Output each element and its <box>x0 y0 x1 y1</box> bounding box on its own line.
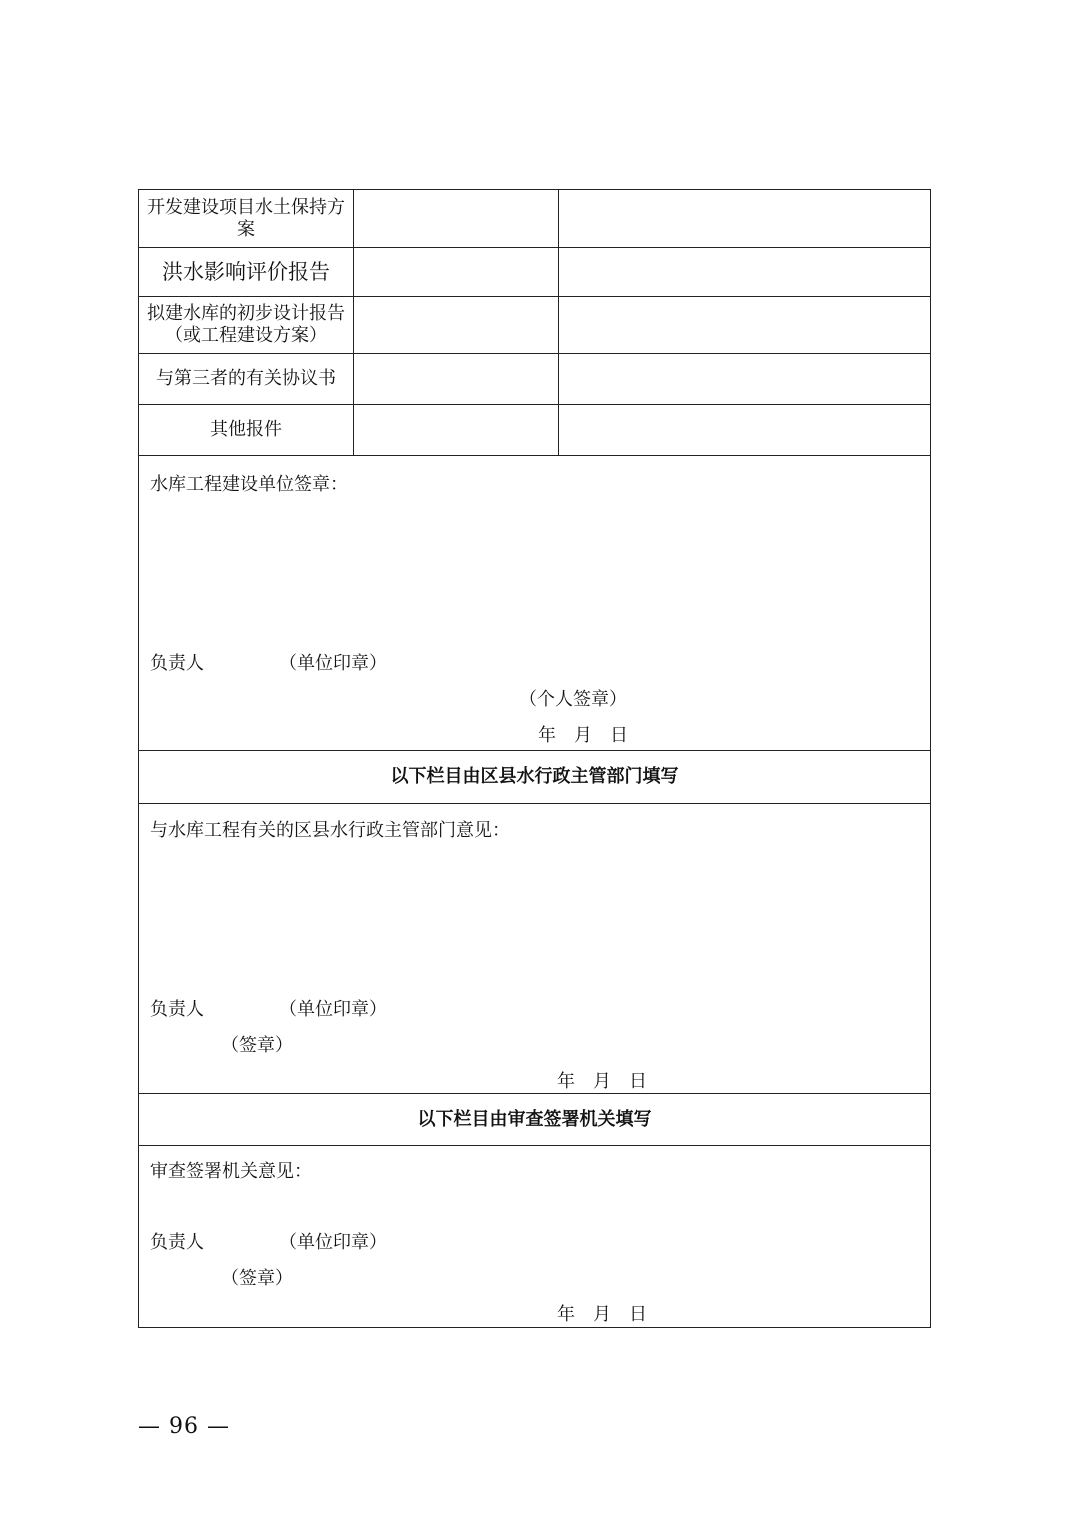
county-section-row <box>139 804 931 1094</box>
county-opinion-block[interactable] <box>139 804 931 1094</box>
review-section-header: 以下栏目由审查签署机关填写 <box>139 1094 931 1146</box>
attachment-label-soil-conservation: 开发建设项目水土保持方案 <box>139 190 354 248</box>
attachment-cell[interactable] <box>354 248 559 297</box>
review-section-row <box>139 1146 931 1328</box>
attachment-cell[interactable] <box>559 297 931 354</box>
attachment-cell[interactable] <box>354 297 559 354</box>
attachment-row <box>139 405 931 456</box>
attachment-row <box>139 248 931 297</box>
attachment-cell[interactable] <box>559 354 931 405</box>
page-number: — 96 — <box>138 1414 230 1439</box>
attachment-label-third-party-agreement: 与第三者的有关协议书 <box>139 354 354 405</box>
attachment-cell[interactable] <box>559 405 931 456</box>
attachment-label-flood-impact: 洪水影响评价报告 <box>139 248 354 297</box>
review-section-title: 审查签署机关意见： <box>150 1161 312 1182</box>
county-signature-label: （签章） <box>221 1035 293 1056</box>
county-section-title: 与水库工程有关的区县水行政主管部门意见： <box>150 820 510 841</box>
attachment-row <box>139 190 931 248</box>
attachment-label-preliminary-design: 拟建水库的初步设计报告（或工程建设方案） <box>139 297 354 354</box>
review-date-label: 年 月 日 <box>557 1304 647 1325</box>
attachment-cell[interactable] <box>559 190 931 248</box>
builder-unit-seal-label: （单位印章） <box>279 653 387 674</box>
county-unit-seal-label: （单位印章） <box>279 999 387 1020</box>
county-header-row <box>139 751 931 804</box>
county-section-header: 以下栏目由区县水行政主管部门填写 <box>139 751 931 804</box>
attachment-cell[interactable] <box>354 405 559 456</box>
county-date-label: 年 月 日 <box>557 1071 647 1092</box>
attachment-row <box>139 297 931 354</box>
review-header-row <box>139 1094 931 1146</box>
application-form-table <box>138 189 931 1328</box>
builder-signature-block[interactable] <box>139 456 931 751</box>
attachment-cell[interactable] <box>354 354 559 405</box>
attachment-row <box>139 354 931 405</box>
builder-section-row <box>139 456 931 751</box>
review-opinion-block[interactable] <box>139 1146 931 1328</box>
builder-personal-seal-label: （个人签章） <box>519 689 627 710</box>
builder-date-label: 年 月 日 <box>538 725 628 746</box>
county-responsible-label: 负责人 <box>150 999 204 1020</box>
review-unit-seal-label: （单位印章） <box>279 1232 387 1253</box>
attachment-cell[interactable] <box>354 190 559 248</box>
attachment-label-other: 其他报件 <box>139 405 354 456</box>
builder-responsible-label: 负责人 <box>150 653 204 674</box>
builder-section-title: 水库工程建设单位签章： <box>150 474 348 495</box>
review-signature-label: （签章） <box>221 1268 293 1289</box>
review-responsible-label: 负责人 <box>150 1232 204 1253</box>
attachment-cell[interactable] <box>559 248 931 297</box>
